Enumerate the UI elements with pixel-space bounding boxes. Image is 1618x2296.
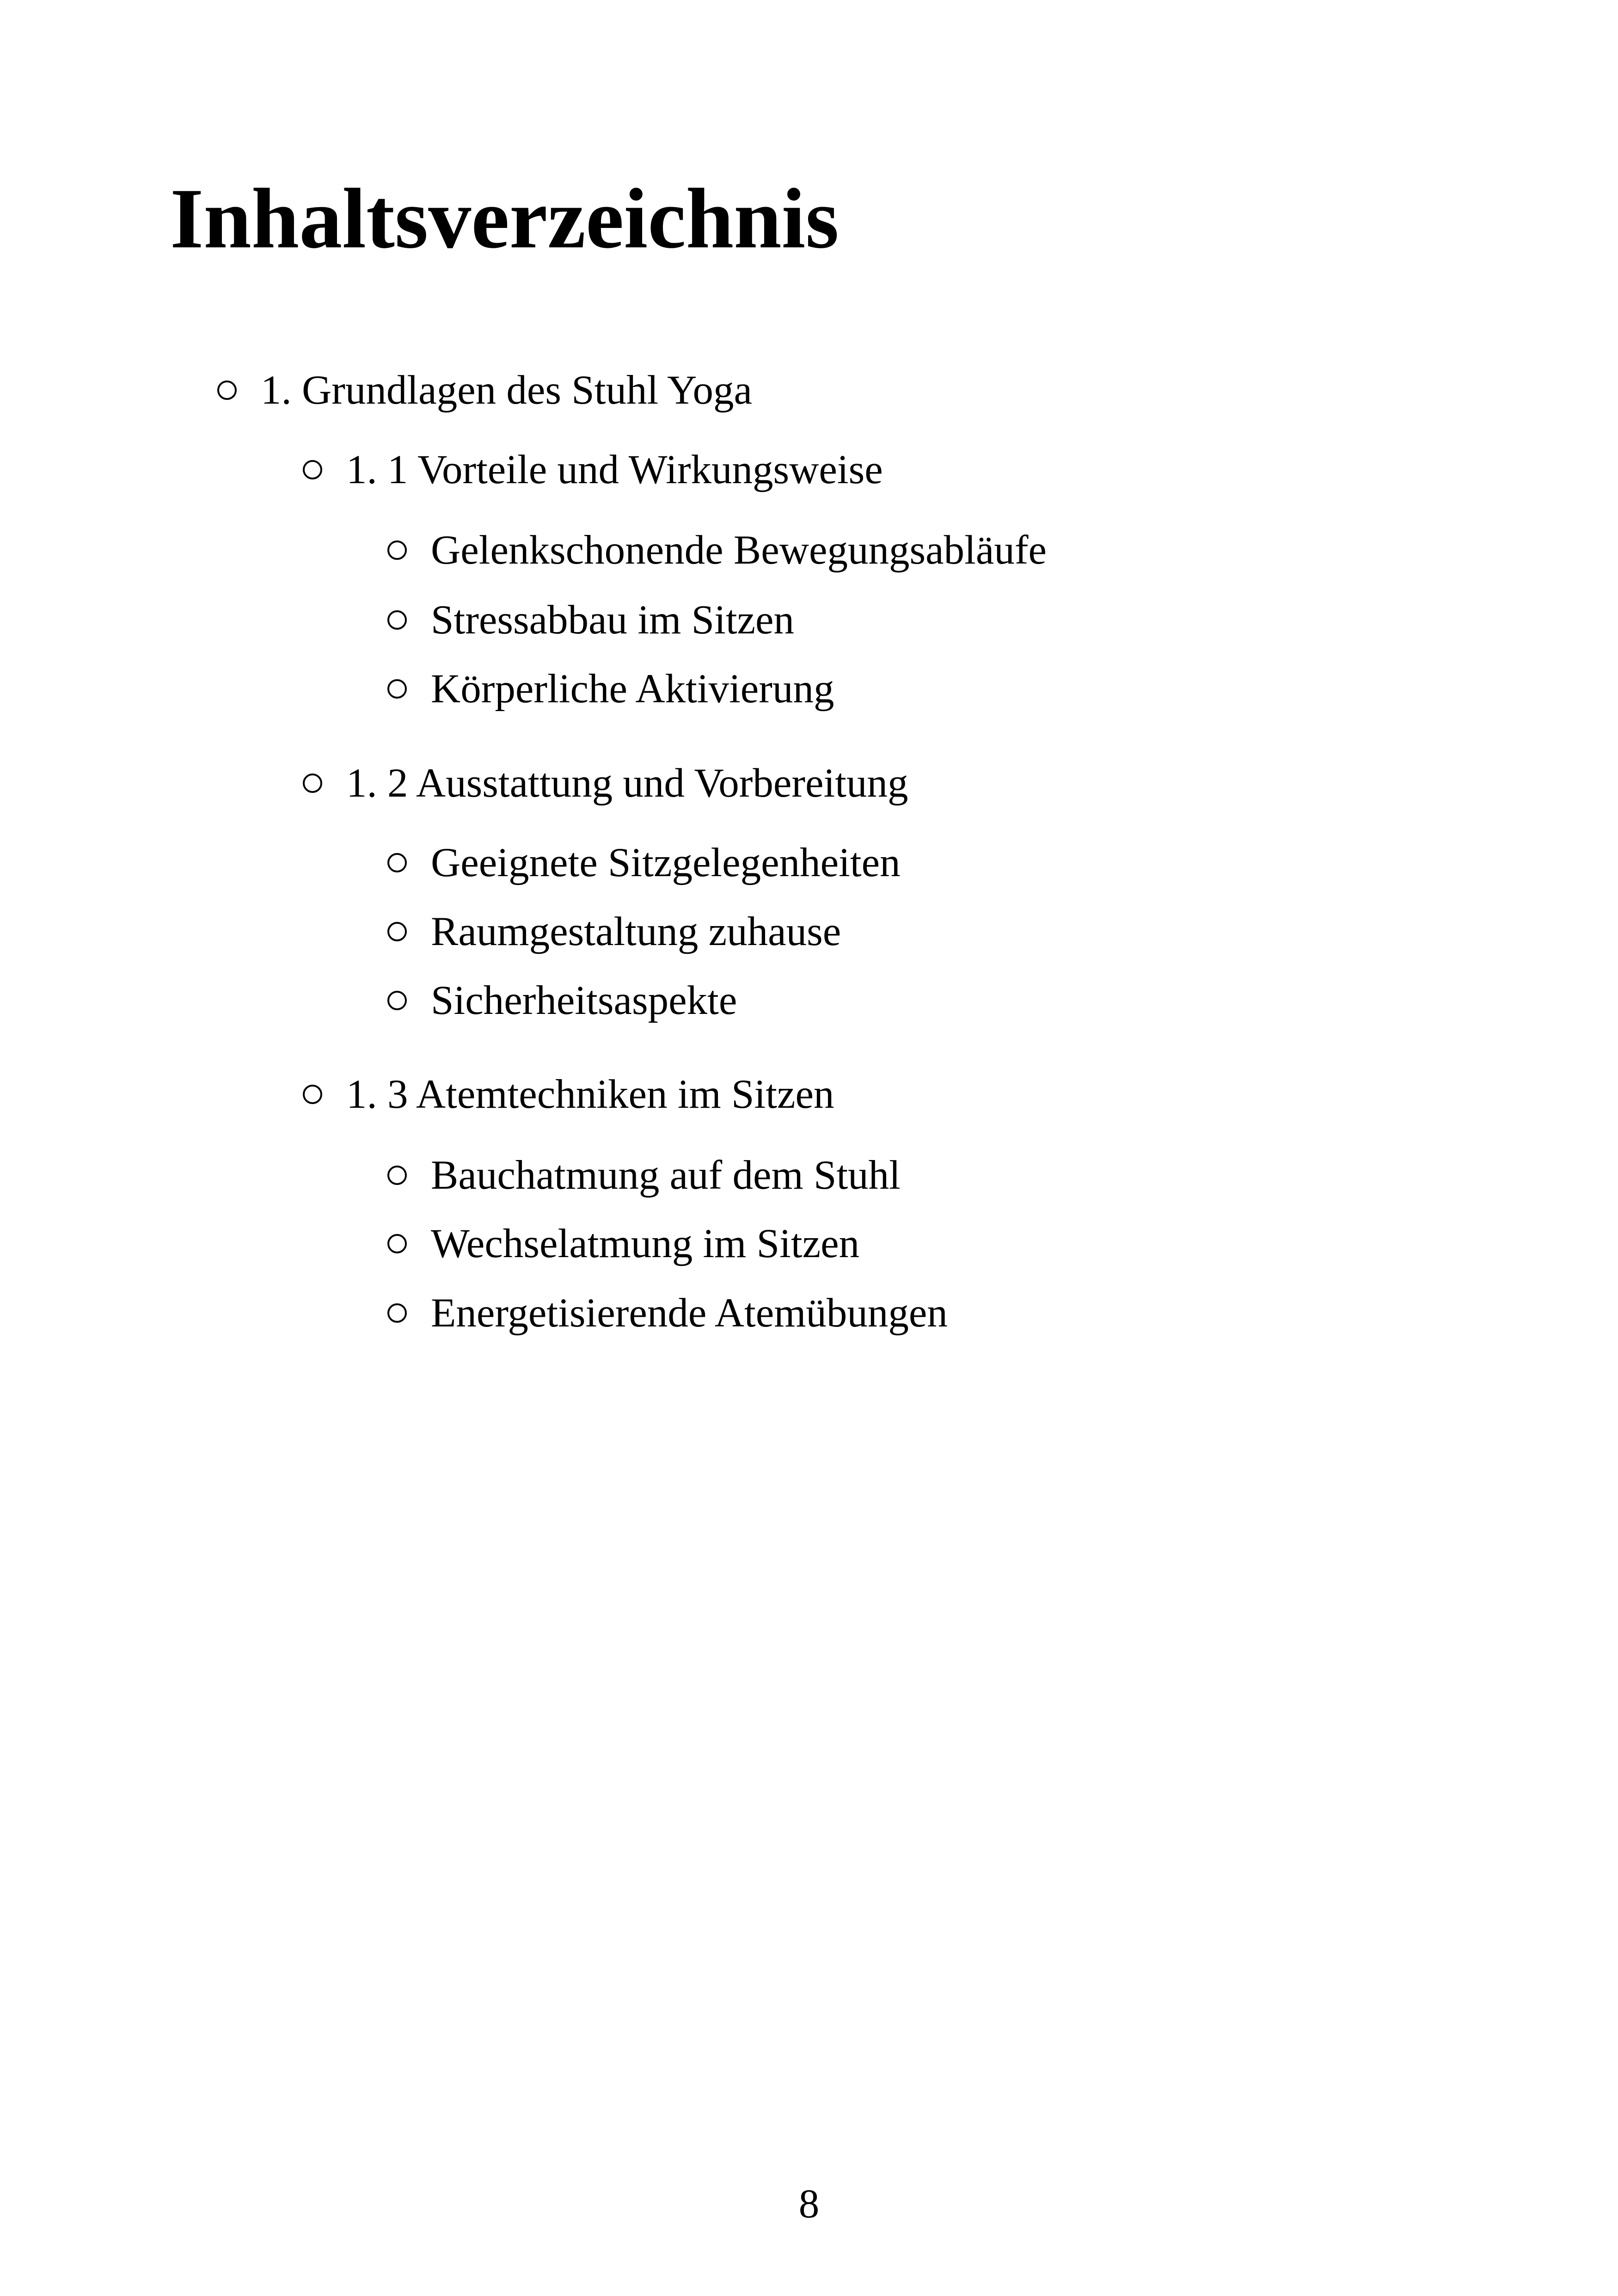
circle-bullet-icon [387,1303,407,1323]
toc-entry-label: Gelenkschonende Bewegungsabläufe [431,528,1047,573]
toc-entry-level-3 [387,1290,948,1336]
page-number: 8 [798,2181,820,2227]
circle-bullet-icon [387,853,407,872]
circle-bullet-icon [303,774,322,793]
toc-entry-label: Raumgestaltung zuhause [431,909,841,954]
toc-entry-level-3 [387,980,737,1021]
circle-bullet-icon [217,381,237,400]
toc-entry-level-2 [303,763,908,804]
circle-bullet-icon [387,922,407,941]
circle-bullet-icon [387,679,407,699]
circle-bullet-icon [303,1085,322,1104]
page-title: Inhaltsverzeichnis [170,171,839,266]
circle-bullet-icon [387,1166,407,1185]
toc-entry-level-3 [387,842,901,884]
toc-entry-level-3 [387,911,841,952]
toc-entry-label: 1. 3 Atemtechniken im Sitzen [346,1072,834,1117]
toc-entry-level-2 [303,449,883,491]
circle-bullet-icon [387,1234,407,1253]
toc-entry-level-3 [387,597,795,643]
toc-entry-level-3 [387,530,1047,571]
circle-bullet-icon [387,540,407,560]
toc-entry-label: Geeignete Sitzgelegenheiten [431,840,901,885]
toc-entry-level-3 [387,1223,859,1265]
circle-bullet-icon [303,460,322,479]
toc-entry-label: Bauchatmung auf dem Stuhl [431,1153,901,1198]
circle-bullet-icon [387,991,407,1010]
toc-entry-label: Energetisierende Atemübungen [431,1290,948,1336]
toc-entry-level-3 [387,666,834,712]
toc-entry-level-2 [303,1074,834,1115]
circle-bullet-icon [387,610,407,630]
toc-entry-level-1 [217,370,752,411]
toc-entry-label: 1. 1 Vorteile und Wirkungsweise [346,447,883,492]
toc-entry-label: 1. 2 Ausstattung und Vorbereitung [346,761,908,806]
toc-entry-label: Stressabbau im Sitzen [431,597,795,643]
toc-entry-level-3 [387,1155,901,1196]
toc-entry-label: Sicherheitsaspekte [431,978,737,1023]
toc-entry-label: Körperliche Aktivierung [431,666,834,712]
toc-entry-label: 1. Grundlagen des Stuhl Yoga [261,368,753,413]
toc-entry-label: Wechselatmung im Sitzen [431,1221,860,1266]
